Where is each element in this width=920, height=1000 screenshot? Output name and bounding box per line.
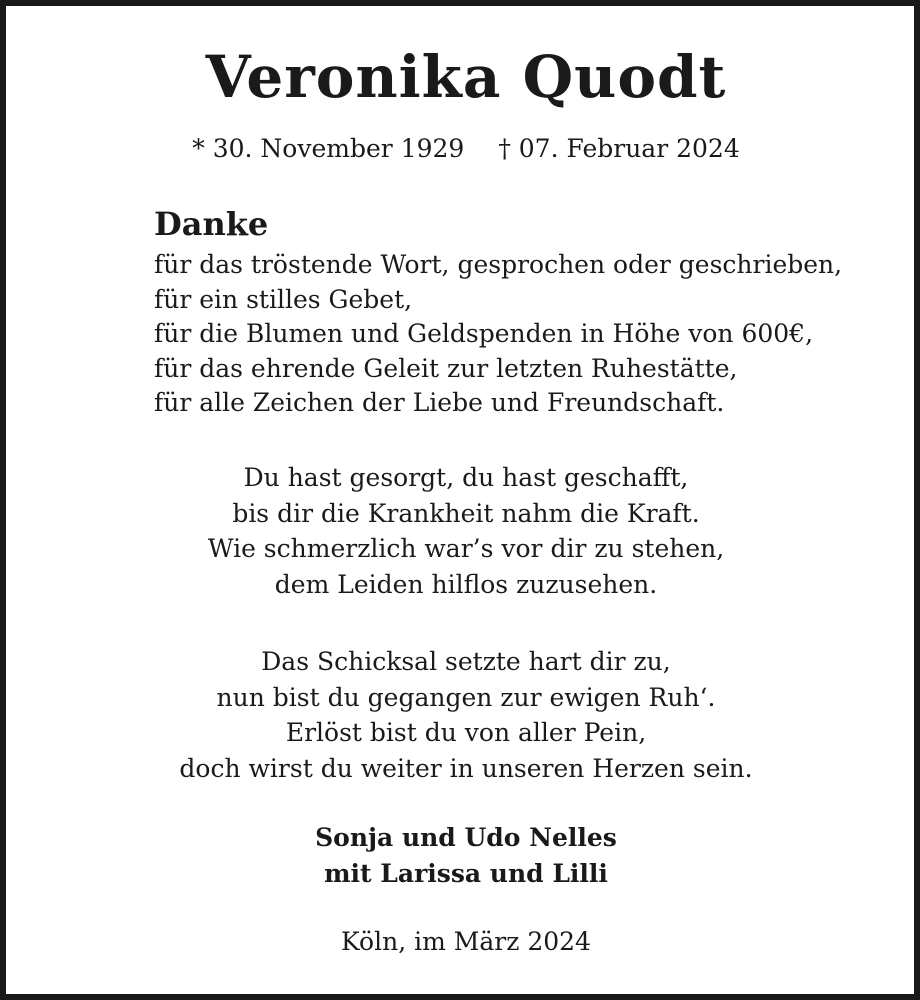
thanks-line: für das tröstende Wort, gesprochen oder geschrieben,: [154, 250, 843, 279]
poem-line: Wie schmerzlich war’s vor dir zu stehen,: [207, 534, 725, 563]
place-and-date: Köln, im März 2024: [341, 927, 591, 956]
thanks-section: [154, 202, 874, 421]
poem-line: nun bist du gegangen zur ewigen Ruh‘.: [216, 682, 716, 712]
signature-line-2: mit Larissa und Lilli: [324, 859, 608, 888]
poem-line: Das Schicksal setzte hart dir zu,: [261, 647, 671, 676]
poem-line: Erlöst bist du von aller Pein,: [285, 718, 647, 747]
thanks-line: für alle Zeichen der Liebe und Freundschaft.: [154, 388, 725, 417]
poem-stanza-2: [6, 644, 920, 786]
birth-date: * 30. November 1929: [192, 134, 465, 163]
poem-stanza-1: [6, 460, 920, 602]
life-dates: [6, 132, 920, 166]
thanks-title: Danke: [154, 205, 269, 243]
poem-line: Du hast gesorgt, du hast geschafft,: [243, 463, 689, 492]
signature-line-1: Sonja und Udo Nelles: [315, 823, 617, 852]
poem-line: bis dir die Krankheit nahm die Kraft.: [232, 498, 700, 528]
death-date: † 07. Februar 2024: [498, 134, 740, 163]
signature-block: [6, 820, 920, 892]
poem-line: dem Leiden hilflos zuzusehen.: [274, 569, 658, 599]
thanks-line: für ein stilles Gebet,: [154, 284, 413, 314]
thanks-line: für das ehrende Geleit zur letzten Ruhestätte,: [154, 353, 738, 383]
thanks-line: für die Blumen und Geldspenden in Höhe von 600€,: [154, 319, 814, 348]
poem-line: doch wirst du weiter in unseren Herzen sein.: [179, 753, 753, 783]
deceased-name: Veronika Quodt: [205, 43, 727, 111]
